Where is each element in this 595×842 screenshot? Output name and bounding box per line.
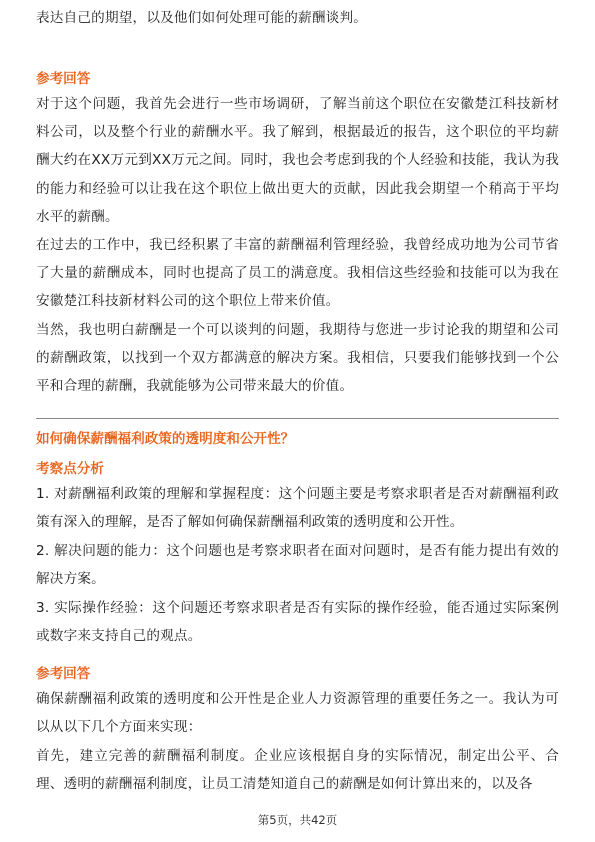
answer-paragraph: 首先，建立完善的薪酬福利制度。企业应该根据自身的实际情况，制定出公平、合理、透明的薪酬福利制度，让员工清楚知道自己的薪酬是如何计算出来的，以及各: [36, 748, 559, 793]
analysis-item: 1. 对薪酬福利政策的理解和掌握程度：这个问题主要是考察求职者是否对薪酬福利政策有深入的理解，是否了解如何确保薪酬福利政策的透明度和公开性。: [36, 486, 559, 531]
section-divider: [36, 418, 559, 419]
analysis-item: 2. 解决问题的能力：这个问题也是考察求职者在面对问题时，是否有能力提出有效的解决方案。: [36, 543, 559, 588]
answer-heading-1: 参考回答: [36, 71, 91, 87]
analysis-heading: 考察点分析: [36, 461, 104, 477]
answer-paragraph: 确保薪酬福利政策的透明度和公开性是企业人力资源管理的重要任务之一。我认为可以从以下几个方面来实现：: [36, 691, 559, 736]
analysis-item: 3. 实际操作经验：这个问题还考察求职者是否有实际的操作经验，能否通过实际案例或数字来支持自己的观点。: [36, 600, 559, 645]
answer-paragraph: 对于这个问题，我首先会进行一些市场调研，了解当前这个职位在安徽楚江科技新材料公司，以及整个行业的薪酬水平。我了解到，根据最近的报告，这个职位的平均薪酬大约在XX万元到XX万元之间。同时，我也会考虑到我的个人经验和技能，我认为我的能力和经验可以让我在这个职位上做出更大的贡献，因此我会期望一个稍高于平均水平的薪酬。: [36, 96, 559, 225]
answer-paragraph: 当然，我也明白薪酬是一个可以谈判的问题，我期待与您进一步讨论我的期望和公司的薪酬政策，以找到一个双方都满意的解决方案。我相信，只要我们能够找到一个公平和合理的薪酬，我就能够为公司带来最大的价值。: [36, 322, 559, 395]
top-paragraph: 表达自己的期望，以及他们如何处理可能的薪酬谈判。: [36, 10, 368, 26]
question-title: 如何确保薪酬福利政策的透明度和公开性？: [36, 431, 295, 447]
page-number: 第5页，共42页: [257, 813, 338, 827]
answer-heading-2: 参考回答: [36, 666, 91, 682]
answer-paragraph: 在过去的工作中，我已经积累了丰富的薪酬福利管理经验，我曾经成功地为公司节省了大量的薪酬成本，同时也提高了员工的满意度。我相信这些经验和技能可以为我在安徽楚江科技新材料公司的这个职位上带来价值。: [36, 237, 559, 310]
